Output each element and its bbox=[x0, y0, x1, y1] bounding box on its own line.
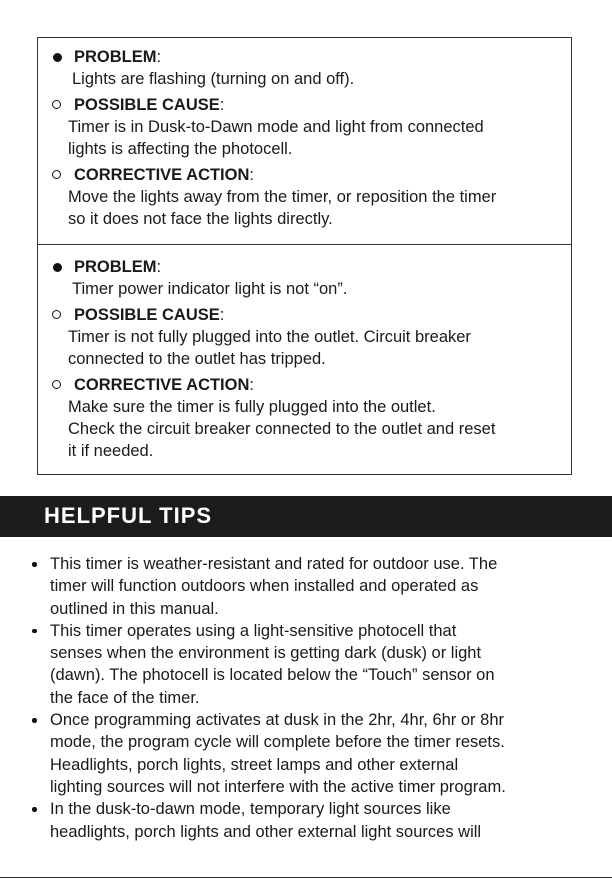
list-item bbox=[32, 709, 592, 798]
problem-text: Lights are flashing (turning on and off). bbox=[72, 70, 355, 88]
action-text: Move the lights away from the timer, or reposition the timer bbox=[68, 188, 497, 206]
action-text: Make sure the timer is fully plugged into the outlet. bbox=[68, 398, 436, 416]
action-label: CORRECTIVE ACTION bbox=[74, 166, 250, 184]
problem-heading: PROBLEM: bbox=[38, 46, 571, 68]
tip-line: timer will function outdoors when installed and operated as bbox=[50, 577, 479, 596]
problem-label: PROBLEM bbox=[74, 48, 157, 66]
cause-heading: POSSIBLE CAUSE: bbox=[38, 94, 571, 116]
open-bullet-icon bbox=[52, 170, 61, 179]
cause-text: lights is affecting the photocell. bbox=[68, 140, 293, 158]
tips-list bbox=[32, 553, 592, 843]
tip-line: outlined in this manual. bbox=[50, 599, 219, 618]
filled-bullet-icon bbox=[53, 263, 62, 272]
tip-line: lighting sources will not interfere with the active timer program. bbox=[50, 777, 506, 796]
problem-label: PROBLEM bbox=[74, 258, 157, 276]
tip-line: (dawn). The photocell is located below the “Touch” sensor on bbox=[50, 666, 495, 685]
action-heading: CORRECTIVE ACTION: bbox=[38, 164, 571, 186]
tip-line: Once programming activates at dusk in the 2hr, 4hr, 6hr or 8hr bbox=[50, 711, 504, 730]
bottom-rule bbox=[0, 877, 612, 878]
tip-line: Headlights, porch lights, street lamps and other external bbox=[50, 755, 459, 774]
problem-heading: PROBLEM: bbox=[38, 256, 571, 278]
bullet-icon bbox=[32, 807, 37, 812]
cause-label: POSSIBLE CAUSE bbox=[74, 96, 220, 114]
action-heading: CORRECTIVE ACTION: bbox=[38, 374, 571, 396]
action-text: Check the circuit breaker connected to the outlet and reset bbox=[68, 420, 496, 438]
tip-line: In the dusk-to-dawn mode, temporary light sources like bbox=[50, 800, 451, 819]
action-label: CORRECTIVE ACTION bbox=[74, 376, 250, 394]
cause-text: Timer is not fully plugged into the outlet. Circuit breaker bbox=[68, 328, 471, 346]
cause-text: Timer is in Dusk-to-Dawn mode and light from connected bbox=[68, 118, 484, 136]
trouble-block-1 bbox=[38, 46, 571, 230]
list-item bbox=[32, 553, 592, 620]
helpful-tips-banner bbox=[0, 496, 612, 537]
tip-line: mode, the program cycle will complete before the timer resets. bbox=[50, 733, 505, 752]
list-item bbox=[32, 798, 592, 843]
tip-line: the face of the timer. bbox=[50, 688, 200, 707]
section-title: HELPFUL TIPS bbox=[44, 503, 213, 528]
action-text: so it does not face the lights directly. bbox=[68, 210, 333, 228]
trouble-block-2 bbox=[38, 256, 571, 462]
bullet-icon bbox=[32, 562, 37, 567]
block-divider bbox=[38, 244, 571, 245]
bullet-icon bbox=[32, 629, 37, 634]
tip-line: senses when the environment is getting dark (dusk) or light bbox=[50, 644, 482, 663]
tip-line: This timer operates using a light-sensitive photocell that bbox=[50, 621, 457, 640]
filled-bullet-icon bbox=[53, 53, 62, 62]
open-bullet-icon bbox=[52, 380, 61, 389]
open-bullet-icon bbox=[52, 100, 61, 109]
bullet-icon bbox=[32, 718, 37, 723]
cause-label: POSSIBLE CAUSE bbox=[74, 306, 220, 324]
tip-line: This timer is weather-resistant and rated for outdoor use. The bbox=[50, 555, 498, 573]
troubleshooting-box bbox=[37, 37, 572, 475]
tip-line: headlights, porch lights and other external light sources will bbox=[50, 822, 482, 841]
open-bullet-icon bbox=[52, 310, 61, 319]
cause-text: connected to the outlet has tripped. bbox=[68, 350, 326, 368]
cause-heading: POSSIBLE CAUSE: bbox=[38, 304, 571, 326]
list-item bbox=[32, 620, 592, 709]
action-text: it if needed. bbox=[68, 442, 154, 460]
problem-text: Timer power indicator light is not “on”. bbox=[72, 280, 348, 298]
